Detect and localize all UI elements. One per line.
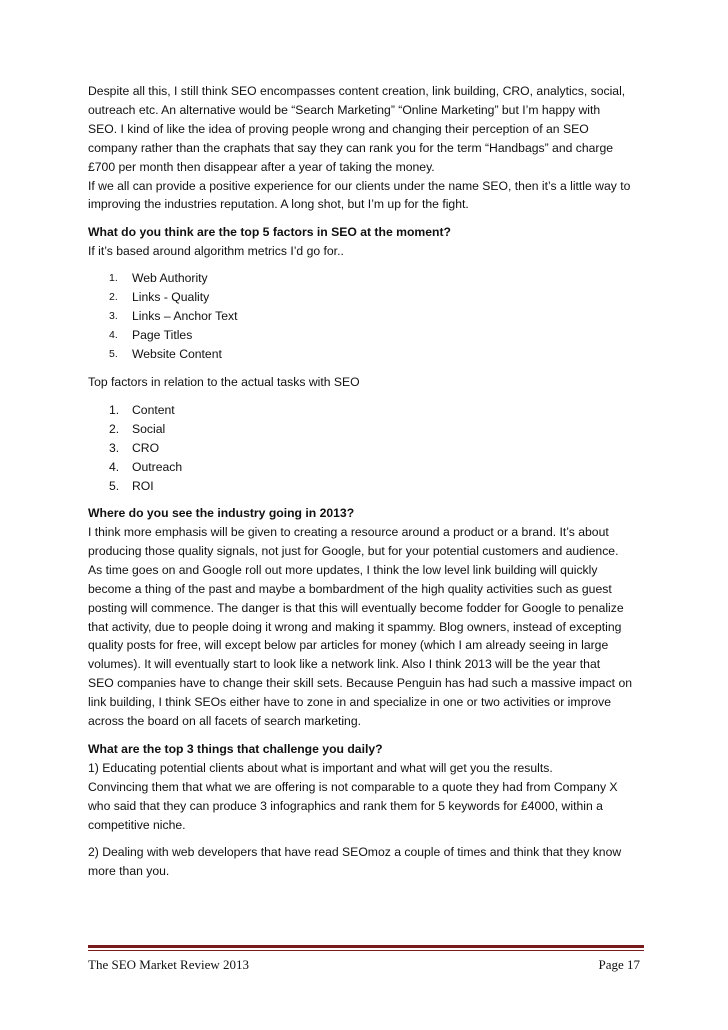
text-line: company rather than the craphats that say they can rank you for the term “Handbags” and charge (88, 140, 614, 155)
text-line: who said that they can produce 3 infographics and rank them for 5 keywords for £4000, within a (88, 798, 603, 813)
list-text: Outreach (132, 460, 183, 475)
text-line: posting will commence. The danger is that this will eventually become fodder for Google to penalize (88, 600, 624, 615)
text-line: If we all can provide a positive experience for our clients under the name SEO, then it’s a little way to (88, 178, 631, 193)
list-number: 5. (109, 348, 118, 361)
list-number: 3. (109, 310, 118, 323)
list-item (88, 477, 648, 496)
footer-title: The SEO Market Review 2013 (88, 957, 250, 972)
list-text: Website Content (132, 347, 222, 362)
list-number: 3. (109, 441, 120, 456)
list-number: 5. (109, 479, 120, 494)
list-text: CRO (132, 441, 160, 456)
text-line: I think more emphasis will be given to creating a resource around a product or a brand. It’s about (88, 524, 609, 539)
text-line: competitive niche. (88, 817, 186, 832)
text-line: producing those quality signals, not just for Google, but for your potential customers and audience. (88, 543, 619, 558)
list-text: Content (132, 403, 175, 418)
intro-paragraph (88, 82, 648, 214)
document-body (88, 82, 648, 881)
list-item (88, 345, 648, 364)
text-line: SEO companies have to change their skill sets. Because Penguin has had such a massive impact on (88, 676, 632, 691)
challenge-point-2 (88, 843, 648, 881)
page-number: Page 17 (598, 957, 640, 972)
text-line: across the board on all facets of search marketing. (88, 714, 362, 729)
text-line: £700 per month then disappear after a year of taking the money. (88, 159, 435, 174)
list-text: Social (132, 422, 166, 437)
text-line: Convincing them that what we are offering is not comparable to a quote they had from Company X (88, 779, 618, 794)
list-item (88, 288, 648, 307)
text-line: quality posts for free, will except below par articles for money (which I am already seeing in large (88, 638, 609, 653)
text-line: that activity, due to people doing it wrong and making it spammy. Blog owners, instead of excepting (88, 619, 622, 634)
question-top-factors: What do you think are the top 5 factors in SEO at the moment? (88, 225, 451, 240)
list-number: 1. (109, 272, 118, 285)
list-item (88, 307, 648, 326)
list-text: Links – Anchor Text (132, 309, 238, 324)
text-line: 1) Educating potential clients about what is important and what will get you the results. (88, 760, 553, 775)
list-text: Web Authority (132, 271, 208, 286)
list-item (88, 401, 648, 420)
industry-answer (88, 523, 648, 731)
text-line: volumes). It will eventually start to look like a network link. Also I think 2013 will be the year that (88, 657, 601, 672)
list-number: 2. (109, 422, 120, 437)
list-number: 4. (109, 460, 120, 475)
footer-rule-thin (88, 950, 644, 951)
list-number: 4. (109, 329, 118, 342)
text-line: link building, I think SEOs either have to zone in and specialize in one or two activities or improve (88, 695, 611, 710)
list-item (88, 269, 648, 288)
question-industry-2013: Where do you see the industry going in 2013? (88, 506, 355, 521)
task-factors-lead: Top factors in relation to the actual tasks with SEO (88, 375, 360, 390)
text-line: improving the industries reputation. A long shot, but I’m up for the fight. (88, 197, 469, 212)
text-line: 2) Dealing with web developers that have read SEOmoz a couple of times and think that they know (88, 845, 622, 860)
list-number: 2. (109, 291, 118, 304)
text-line: Despite all this, I still think SEO encompasses content creation, link building, CRO, analytics, social, (88, 84, 626, 98)
list-item (88, 439, 648, 458)
list-number: 1. (109, 403, 120, 418)
text-line: outreach etc. An alternative would be “Search Marketing” “Online Marketing” but I’m happy with (88, 102, 601, 117)
text-line: As time goes on and Google roll out more updates, I think the low level link building will quickly (88, 562, 598, 577)
challenge-point-1 (88, 759, 648, 835)
text-line: SEO. I kind of like the idea of proving people wrong and changing their perception of an SEO (88, 121, 589, 136)
list-text: ROI (132, 479, 154, 494)
list-item (88, 458, 648, 477)
question-daily-challenges: What are the top 3 things that challenge you daily? (88, 741, 383, 756)
footer-rule-thick (88, 945, 644, 948)
text-line: more than you. (88, 864, 170, 879)
list-text: Page Titles (132, 328, 193, 343)
list-item (88, 420, 648, 439)
task-factors-list (88, 401, 648, 496)
list-item (88, 326, 648, 345)
text-line: become a thing of the past and maybe a bombardment of the high quality activities such as guest (88, 581, 612, 596)
answer-lead: If it’s based around algorithm metrics I’d go for.. (88, 244, 344, 259)
algorithm-factors-list (88, 269, 648, 364)
list-text: Links - Quality (132, 290, 210, 305)
